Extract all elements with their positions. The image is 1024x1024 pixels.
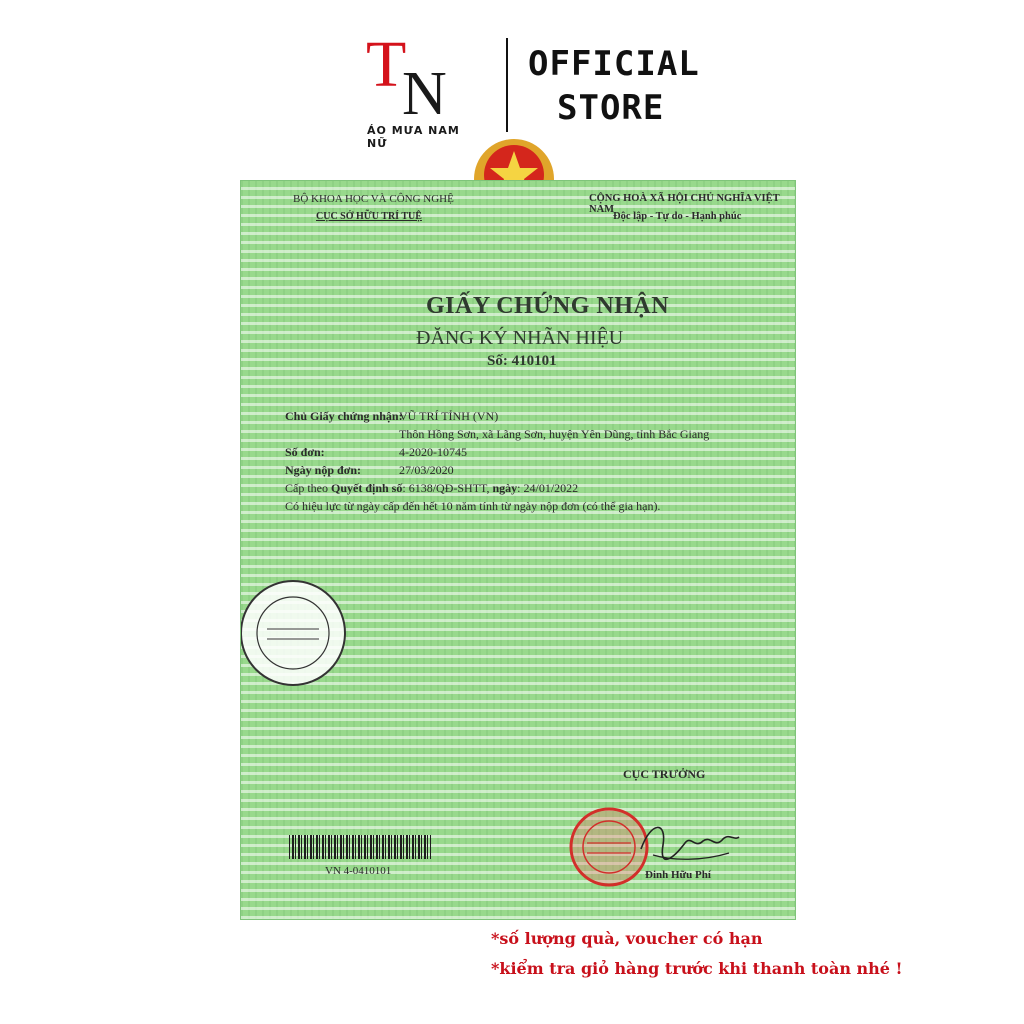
holder-address: Thôn Hồng Sơn, xã Lãng Sơn, huyện Yên Dũng, tỉnh Bắc Giang [399,427,710,441]
validity-statement: Có hiệu lực từ ngày cấp đến hết 10 năm tính từ ngày nộp đơn (có thể gia hạn). [285,499,661,513]
note-check-cart: *kiểm tra giỏ hàng trước khi thanh toàn nhé ! [491,959,903,978]
decision-label: Quyết định số [331,481,403,495]
decision-number: : 6138/QĐ-SHTT, [402,481,493,495]
ministry-name: BỘ KHOA HỌC VÀ CÔNG NGHỆ [293,193,454,205]
decision-date: : 24/01/2022 [517,481,579,495]
brand-divider [506,38,508,132]
filing-date-label: Ngày nộp đơn: [285,463,362,477]
decision-line [285,481,578,496]
republic-name: CỘNG HOÀ XÃ HỘI CHỦ NGHĨA VIỆT NAM [589,193,780,215]
decision-date-label: ngày [492,481,518,495]
holder-value: VŨ TRÍ TỈNH (VN) [399,409,499,423]
barcode-icon [289,835,431,859]
note-limited-voucher: *số lượng quà, voucher có hạn [491,929,763,948]
national-motto: Độc lập - Tự do - Hạnh phúc [613,211,742,222]
certificate-title: GIẤY CHỨNG NHẬN [426,293,670,319]
office-name: CỤC SỞ HỮU TRÍ TUỆ [316,211,422,222]
office-seal-icon [240,577,349,689]
certificate-number: Số: 410101 [487,353,557,369]
store-label: STORE [557,88,665,128]
svg-text:T: T [366,28,407,101]
barcode-number: VN 4-0410101 [325,865,392,877]
holder-label: Chủ Giấy chứng nhận: [285,409,403,423]
application-label: Số đơn: [285,445,325,459]
decision-prefix: Cấp theo [285,481,331,495]
logo-subtitle: ÁO MƯA NAM NỮ [367,124,460,150]
tn-logo-icon [362,26,462,126]
director-signature-icon [633,815,743,869]
director-title: CỤC TRƯỞNG [623,767,706,781]
certificate-subtitle: ĐĂNG KÝ NHÃN HIỆU [416,327,624,349]
application-number: 4-2020-10745 [399,445,467,459]
director-name: Đinh Hữu Phí [645,869,711,881]
trademark-certificate [240,180,796,920]
official-label: OFFICIAL [528,44,700,84]
filing-date-value: 27/03/2020 [399,463,454,477]
svg-text:N: N [402,60,447,126]
